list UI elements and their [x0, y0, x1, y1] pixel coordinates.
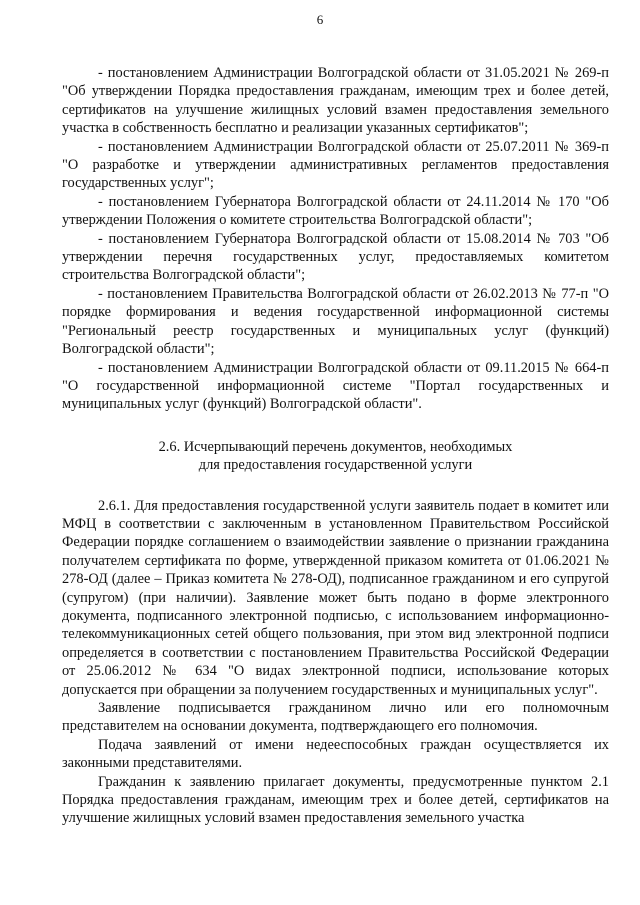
document-body — [62, 64, 609, 828]
section-heading — [62, 438, 609, 475]
section-heading-line: для предоставления государственной услуги — [198, 457, 473, 474]
legal-act-item: - постановлением Правительства Волгоградской области от 26.02.2013 № 77-п "О порядке формирования и ведения государственной информационной системы "Региональный реестр государственных и муниципальных услуг (функций) Волгоградской области"; — [62, 285, 609, 358]
legal-act-item: - постановлением Администрации Волгоградской области от 25.07.2011 № 369-п "О разработке и утверждении административных регламентов предоставления государственных услуг"; — [62, 138, 609, 192]
body-paragraph: Заявление подписывается гражданином лично или его полномочным представителем на основании документа, подтверждающего его полномочия. — [62, 700, 609, 735]
body-paragraph: 2.6.1. Для предоставления государственной услуги заявитель подает в комитет или МФЦ в соответствии с заключенным в установленном Правительством Российской Федерации порядке соглашением о взаимодействии заявление о признании гражданина получателем сертификата по форме, утвержденной приказом комитета от 01.06.2021 № 278-ОД (далее – Приказ комитета № 278-ОД), подписанное гражданином и его супругой (супругом) (при наличии). Заявление может быть подано в форме электронного документа, подписанного электронной подписью, с использованием информационно-телекоммуникационных сетей общего пользования, при этом вид электронной подписи определяется в соответствии с постановлением Правительства Российской Федерации от 25.06.2012 № 634 "О видах электронной подписи, использование которых допускается при обращении за получением государственных и муниципальных услуг". — [62, 497, 609, 698]
legal-act-item: - постановлением Губернатора Волгоградской области от 15.08.2014 № 703 "Об утверждении перечня государственных услуг, предоставляемых комитетом строительства Волгоградской области"; — [62, 230, 609, 284]
section-heading-line: 2.6. Исчерпывающий перечень документов, необходимых — [158, 438, 513, 455]
body-paragraph: Гражданин к заявлению прилагает документы, предусмотренные пунктом 2.1 Порядка предоставления гражданам, имеющим трех и более детей, сертификатов на улучшение жилищных условий взамен предоставления земельного участка — [62, 773, 609, 827]
page-number: 6 — [316, 12, 324, 27]
legal-act-item: - постановлением Администрации Волгоградской области от 09.11.2015 № 664-п "О государственной информационной системе "Портал государственных и муниципальных услуг (функций) Волгоградской области". — [62, 359, 609, 413]
legal-act-item: - постановлением Администрации Волгоградской области от 31.05.2021 № 269-п "Об утверждении Порядка предоставления гражданам, имеющим трех и более детей, сертификатов на улучшение жилищных условий взамен предоставления земельного участка в собственность бесплатно и реализации указанных сертификатов"; — [62, 65, 609, 137]
legal-act-item: - постановлением Губернатора Волгоградской области от 24.11.2014 № 170 "Об утверждении Положения о комитете строительства Волгоградской области"; — [62, 193, 609, 229]
body-paragraph: Подача заявлений от имени недееспособных граждан осуществляется их законными представителями. — [62, 736, 609, 772]
